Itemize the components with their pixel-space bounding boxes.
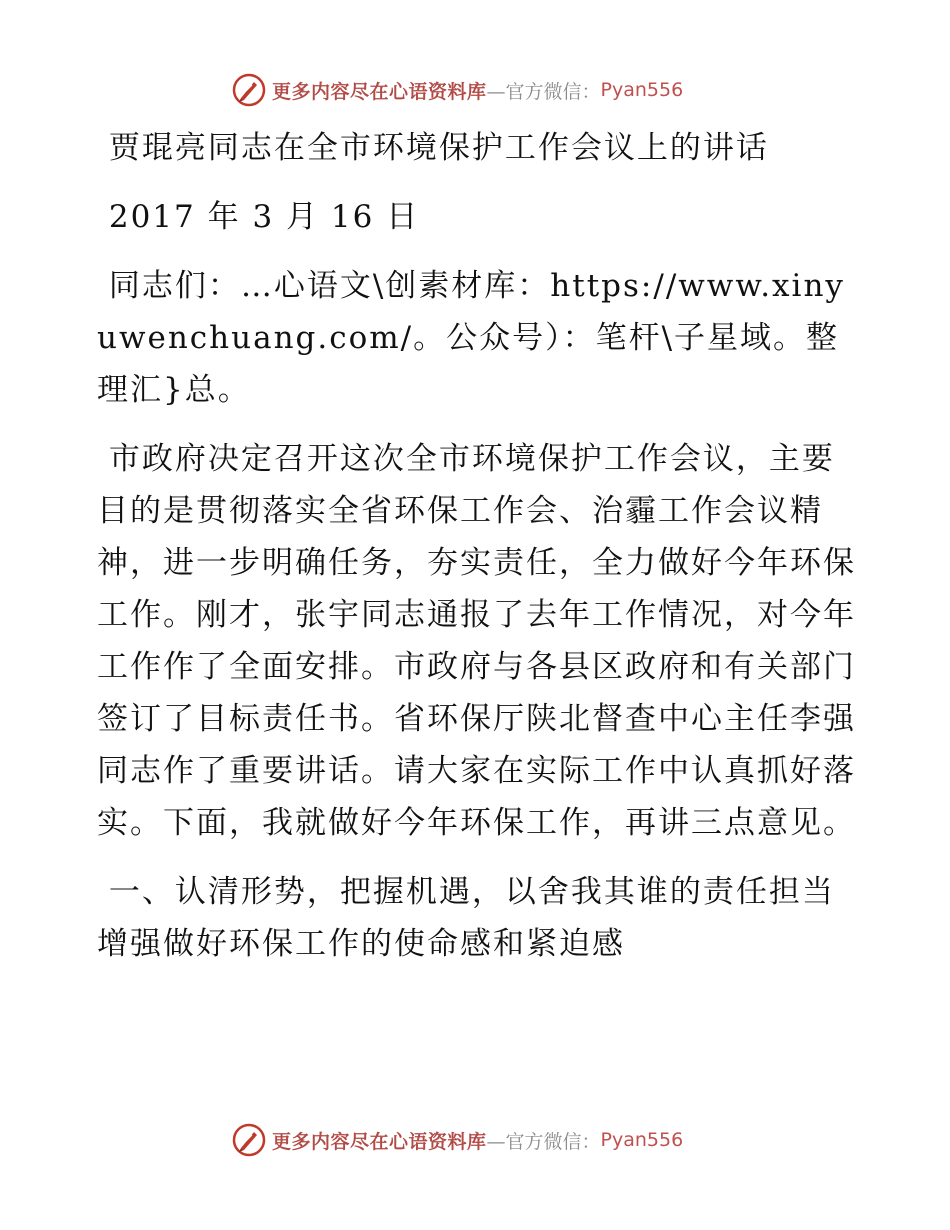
quill-pen-logo-icon [232, 1123, 266, 1157]
header-banner [232, 70, 683, 110]
quill-pen-logo-icon [232, 73, 266, 107]
footer-banner [232, 1120, 683, 1160]
banner-wechat-handle: Pyan556 [600, 1129, 684, 1151]
banner-separator: —官方微信： [486, 80, 601, 103]
document-body [97, 122, 857, 970]
banner-separator: —官方微信： [486, 1130, 601, 1153]
banner-brand-text: 更多内容尽在心语资料库 [272, 1130, 487, 1153]
document-date: 2017 年 3 月 16 日 [97, 199, 420, 235]
section-heading-1: 一、认清形势，把握机遇，以舍我其谁的责任担当增强做好环保工作的使命感和紧迫感 [97, 874, 835, 962]
banner-wechat-handle: Pyan556 [600, 79, 684, 101]
intro-paragraph: 市政府决定召开这次全市环境保护工作会议，主要目的是贯彻落实全省环保工作会、治霾工作会议精神，进一步明确任务，夯实责任，全力做好今年环保工作。刚才，张宇同志通报了去年工作情况，对今年工作作了全面安排。市政府与各县区政府和有关部门签订了目标责任书。省环保厅陕北督查中心主任李强同志作了重要讲话。请大家在实际工作中认真抓好落实。下面，我就做好今年环保工作，再讲三点意见。 [97, 441, 856, 841]
greeting-paragraph: 同志们：…心语文\创素材库：https://www.xinyuwenchuang.com/。公众号）：笔杆\子星域。整理汇}总。 [97, 268, 845, 408]
banner-brand-text: 更多内容尽在心语资料库 [272, 80, 487, 103]
document-title: 贾琨亮同志在全市环境保护工作会议上的讲话 [97, 130, 769, 166]
